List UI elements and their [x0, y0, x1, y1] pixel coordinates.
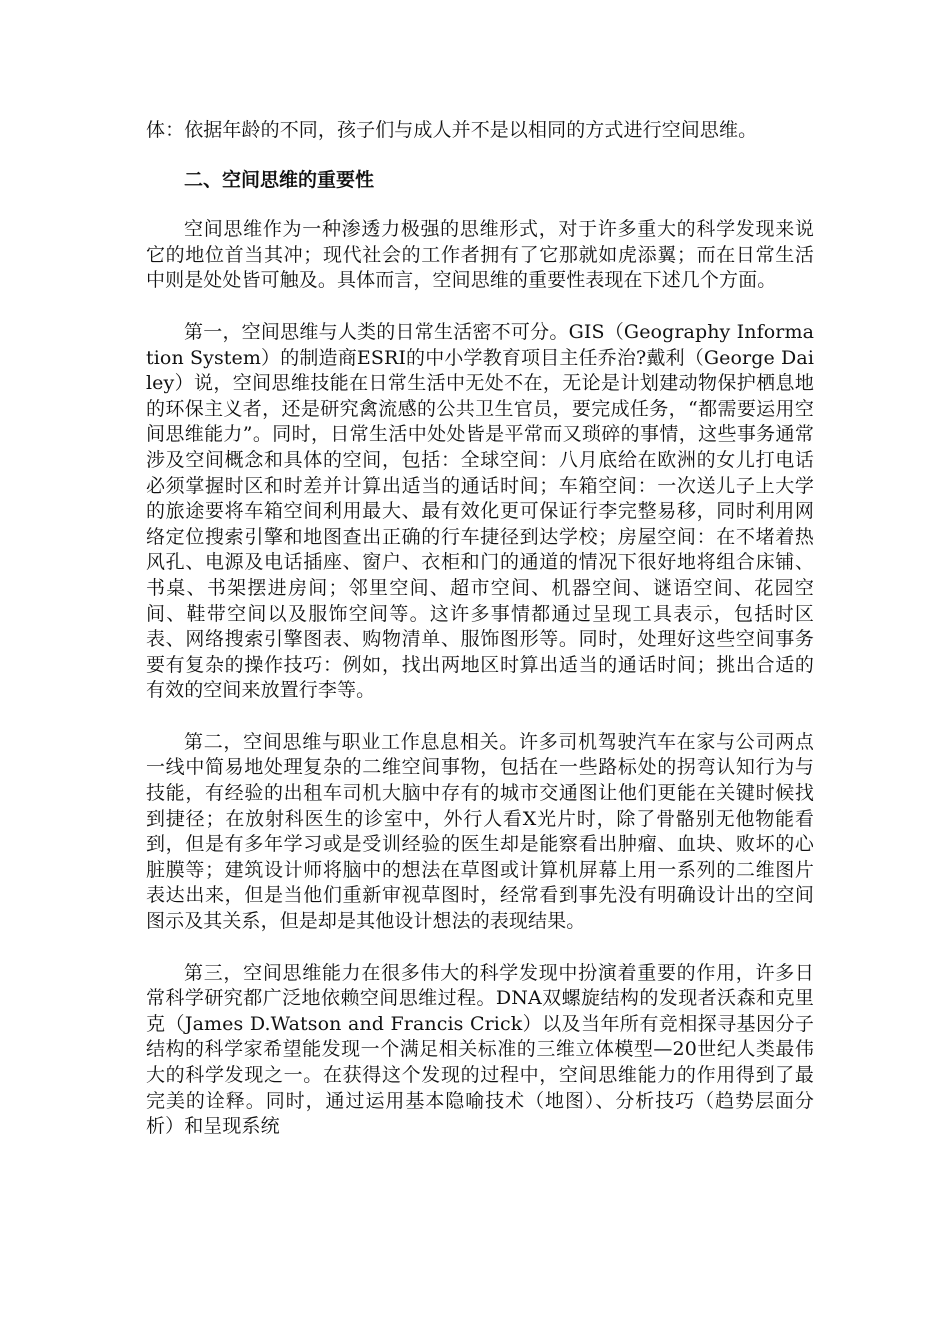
paragraph-continued: 体：依据年龄的不同，孩子们与成人并不是以相同的方式进行空间思维。 — [146, 119, 758, 141]
paragraph-first: 第一，空间思维与人类的日常生活密不可分。GIS（Geography Information System）的制造商ESRI的中小学教育项目主任乔治?戴利（George Dailey）说，空间思维技能在日常生活中无处不在，无论是计划建动物保护栖息地的环保主义者，还是研究禽流感的公共卫生官员，要完成任务，“都需要运用空间思维能力”。同时，日常生活中处处皆是平常而又琐碎的事情，这些事务通常涉及空间概念和具体的空间，包括：全球空间：八月底给在欧洲的女儿打电话必须掌握时区和时差并计算出适当的通话时间；车箱空间：一次送儿子上大学的旅途要将车箱空间利用最大、最有效化更可保证行李完整易移，同时利用网络定位搜索引擎和地图查出正确的行车捷径到达学校；房屋空间：在不堵着热风孔、电源及电话插座、窗户、衣柜和门的通道的情况下很好地将组合床铺、书桌、书架摆进房间；邻里空间、超市空间、机器空间、谜语空间、花园空间、鞋带空间以及服饰空间等。这许多事情都通过呈现工具表示，包括时区表、网络搜索引擎图表、购物清单、服饰图形等。同时，处理好这些空间事务要有复杂的操作技巧：例如，找出两地区时算出适当的通话时间；挑出合适的有效的空间来放置行李等。 — [146, 320, 814, 702]
document-page — [146, 118, 814, 1140]
section-heading: 二、空间思维的重要性 — [184, 168, 375, 191]
paragraph-second: 第二，空间思维与职业工作息息相关。许多司机驾驶汽车在家与公司两点一线中简易地处理复杂的二维空间事物，包括在一些路标处的拐弯认知行为与技能，有经验的出租车司机大脑中存有的城市交通图让他们更能在关键时候找到捷径；在放射科医生的诊室中，外行人看X光片时，除了骨骼别无他物能看到，但是有多年学习或是受训经验的医生却是能察看出肿瘤、血块、败坏的心脏膜等；建筑设计师将脑中的想法在草图或计算机屏幕上用一系列的二维图片表达出来，但是当他们重新审视草图时，经常看到事先没有明确设计出的空间图示及其关系，但是却是其他设计想法的表现结果。 — [146, 730, 814, 933]
paragraph-third: 第三，空间思维能力在很多伟大的科学发现中扮演着重要的作用，许多日常科学研究都广泛地依赖空间思维过程。DNA双螺旋结构的发现者沃森和克里克（James D.Watson and Francis Crick）以及当年所有竞相探寻基因分子结构的科学家希望能发现一个满足相关标准的三维立体模型—20世纪人类最伟大的科学发现之一。在获得这个发现的过程中，空间思维能力的作用得到了最完美的诠释。同时，通过运用基本隐喻技术（地图）、分析技巧（趋势层面分析）和呈现系统 — [146, 961, 814, 1138]
paragraph-intro: 空间思维作为一种渗透力极强的思维形式，对于许多重大的科学发现来说它的地位首当其冲；现代社会的工作者拥有了它那就如虎添翼；而在日常生活中则是处处皆可触及。具体而言，空间思维的重要性表现在下述几个方面。 — [146, 218, 814, 292]
